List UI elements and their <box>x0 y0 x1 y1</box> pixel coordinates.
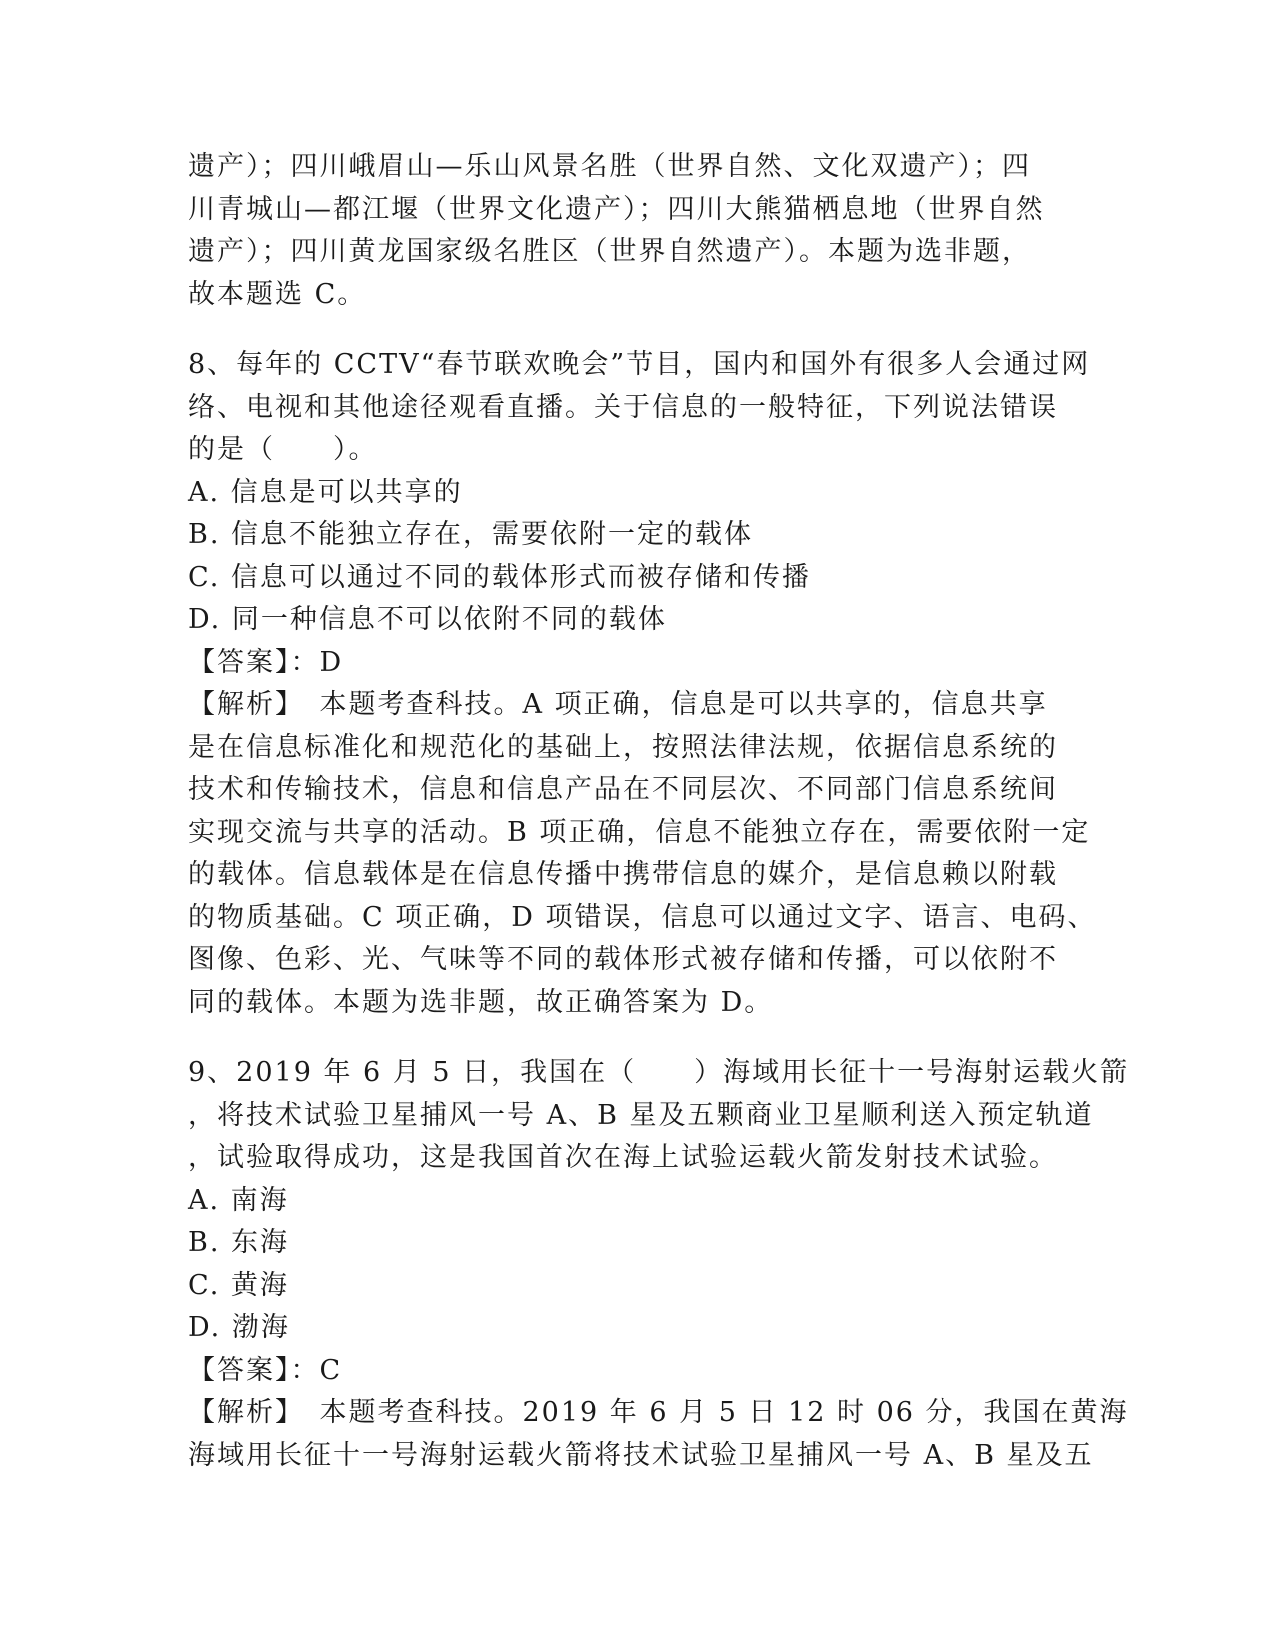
text-line: 遗产）；四川峨眉山—乐山风景名胜（世界自然、文化双遗产）；四 <box>188 151 1031 182</box>
explanation-line: 图像、色彩、光、气味等不同的载体形式被存储和传播，可以依附不 <box>188 944 1058 975</box>
answer-line: 【答案】：D <box>188 646 344 678</box>
explanation-line: 同的载体。本题为选非题，故正确答案为 D。 <box>188 986 774 1018</box>
explanation-line: 实现交流与共享的活动。B 项正确，信息不能独立存在，需要依附一定 <box>188 816 1091 848</box>
text-line: 川青城山—都江堰（世界文化遗产）；四川大熊猫栖息地（世界自然 <box>188 193 1045 225</box>
document-page <box>188 146 1130 1477</box>
explanation-line: 技术和传输技术，信息和信息产品在不同层次、不同部门信息系统间 <box>188 774 1058 805</box>
option-a: A. 南海 <box>188 1184 289 1216</box>
question-stem-line: 8、每年的 CCTV“春节联欢晚会”节目，国内和国外有很多人会通过网 <box>188 349 1091 380</box>
question-8 <box>188 344 1097 1024</box>
option-a: A. 信息是可以共享的 <box>188 476 463 508</box>
option-d: D. 同一种信息不可以依附不同的载体 <box>188 604 667 635</box>
text-line: 遗产）；四川黄龙国家级名胜区（世界自然遗产）。本题为选非题， <box>188 236 1031 267</box>
prev-explanation <box>188 146 1088 316</box>
spacer <box>188 316 1088 344</box>
explanation-line: 是在信息标准化和规范化的基础上，按照法律法规，依据信息系统的 <box>188 731 1058 763</box>
question-stem-line: 的是（ ）。 <box>188 434 378 465</box>
explanation-line: 【解析】 本题考查科技。A 项正确，信息是可以共享的，信息共享 <box>188 689 1048 720</box>
option-c: C. 黄海 <box>188 1269 289 1301</box>
question-stem-line: 9、2019 年 6 月 5 日，我国在（ ）海域用长征十一号海射运载火箭 <box>188 1057 1130 1088</box>
option-b: B. 信息不能独立存在，需要依附一定的载体 <box>188 519 754 550</box>
explanation-line: 【解析】 本题考查科技。2019 年 6 月 5 日 12 时 06 分，我国在黄海 <box>188 1397 1129 1428</box>
explanation-line: 的物质基础。C 项正确，D 项错误，信息可以通过文字、语言、电码、 <box>188 901 1097 933</box>
option-c: C. 信息可以通过不同的载体形式而被存储和传播 <box>188 561 811 593</box>
answer-line: 【答案】：C <box>188 1354 343 1386</box>
spacer <box>188 1024 1088 1052</box>
question-stem-line: 络、电视和其他途径观看直播。关于信息的一般特征，下列说法错误 <box>188 391 1058 423</box>
question-stem-line: ，试验取得成功，这是我国首次在海上试验运载火箭发射技术试验。 <box>188 1142 1058 1173</box>
explanation-line: 的载体。信息载体是在信息传播中携带信息的媒介，是信息赖以附载 <box>188 859 1058 890</box>
text-line: 故本题选 C。 <box>188 278 367 310</box>
explanation-line: 海域用长征十一号海射运载火箭将技术试验卫星捕风一号 A、B 星及五 <box>188 1439 1094 1471</box>
question-stem-line: ，将技术试验卫星捕风一号 A、B 星及五颗商业卫星顺利送入预定轨道 <box>188 1099 1094 1131</box>
question-9 <box>188 1052 1130 1477</box>
option-b: B. 东海 <box>188 1227 290 1258</box>
option-d: D. 渤海 <box>188 1312 290 1343</box>
